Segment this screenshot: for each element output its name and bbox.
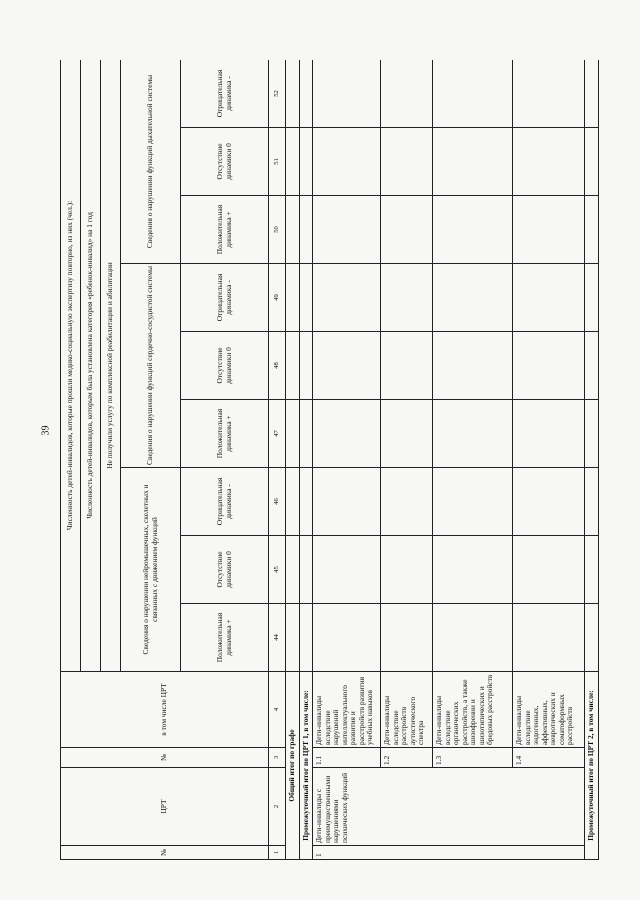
header-col-subnum: № (61, 748, 269, 768)
group-respiratory: Сведения о нарушении функций дыхательной системы (121, 60, 181, 264)
sub-number: 1.2 (381, 748, 433, 768)
dyn-pos-3: Положительная динамика + (181, 196, 269, 264)
group-neuromuscular: Сведения о нарушении нейромышечных, скелетных и связанных с движением функций (121, 468, 181, 672)
subtotal-crt1-label: Промежуточный итог по ЦРТ 1, в том числе: (299, 672, 313, 860)
crt1-name: Дети-инвалиды с преимущественными нарушениями психических функций (313, 768, 585, 846)
dyn-zero-1: Отсутствие динамики 0 (181, 536, 269, 604)
col-number: 52 (269, 60, 286, 128)
col-number: 4 (269, 672, 286, 748)
dyn-zero-2: Отсутствие динамики 0 (181, 332, 269, 400)
dyn-neg-1: Отрицательная динамика - (181, 468, 269, 536)
dyn-pos-2: Положительная динамика + (181, 400, 269, 468)
header-col-subcrt: в том числе ЦРТ (61, 672, 269, 748)
col-number: 1 (269, 846, 286, 860)
header-top: Численность детей-инвалидов, которые прошли медико-социальную экспертизу повторно, из них (чел.): (61, 60, 81, 672)
col-number: 44 (269, 604, 286, 672)
col-number: 2 (269, 768, 286, 846)
col-number: 46 (269, 468, 286, 536)
col-number: 3 (269, 748, 286, 768)
subtotal-crt2-label: Промежуточный итог по ЦРТ 2, в том числе: (585, 672, 599, 860)
dyn-neg-3: Отрицательная динамика - (181, 60, 269, 128)
sub-name: Дети-инвалиды вследствие эндогенных, аффективных, невротических и соматоформных расстройств (513, 672, 585, 748)
col-number: 49 (269, 264, 286, 332)
sub-number: 1.3 (433, 748, 513, 768)
header-sub: Численность детей-инвалидов, которым была установлена категория «ребенок-инвалид» на 1 год (81, 60, 101, 672)
statistics-table (60, 60, 599, 860)
header-sub-sub: Не получили услугу по комплексной реабилитации и абилитации (101, 60, 121, 672)
sub-number: 1.4 (513, 748, 585, 768)
rotated-page (60, 60, 620, 860)
total-row-label: Общий итог по графе (286, 672, 300, 860)
col-number: 50 (269, 196, 286, 264)
group-cardiovascular: Сведения о нарушении функций сердечно-сосудистой системы (121, 264, 181, 468)
col-number: 48 (269, 332, 286, 400)
col-number: 51 (269, 128, 286, 196)
dyn-neg-2: Отрицательная динамика - (181, 264, 269, 332)
page-number: 39 (40, 425, 52, 436)
header-col-crt: ЦРТ (61, 768, 269, 846)
dyn-pos-1: Положительная динамика + (181, 604, 269, 672)
sub-number: 1.1 (313, 748, 381, 768)
sub-name: Дети-инвалиды вследствие нарушений интеллектуального развития и расстройств развития учебных навыков (313, 672, 381, 748)
col-number: 45 (269, 536, 286, 604)
col-number: 47 (269, 400, 286, 468)
sub-name: Дети-инвалиды вследствие расстройств аутистического спектра (381, 672, 433, 748)
crt1-number: 1 (313, 846, 585, 860)
dyn-zero-3: Отсутствие динамики 0 (181, 128, 269, 196)
header-col-num: № (61, 846, 269, 860)
sub-name: Дети-инвалиды вследствие органических расстройств, а также шизофрении и шизотипических и бредовых расстройств (433, 672, 513, 748)
